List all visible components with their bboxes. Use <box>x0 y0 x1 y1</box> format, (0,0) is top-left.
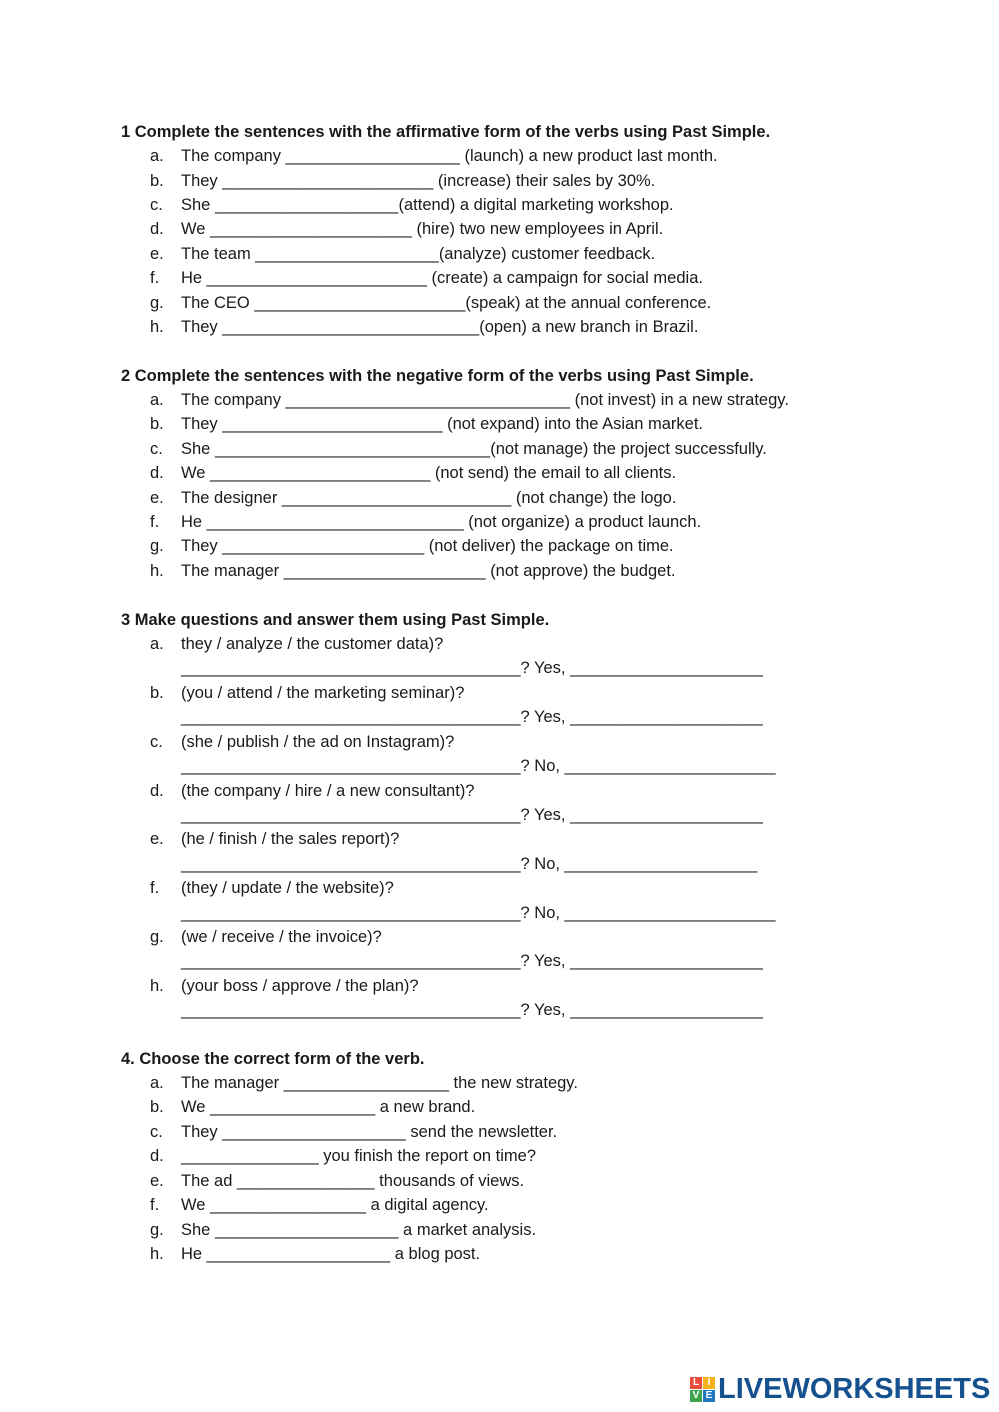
item-letter: f. <box>150 1196 160 1214</box>
section-1-title: 1 Complete the sentences with the affirmative form of the verbs using Past Simple. <box>121 123 771 141</box>
item-letter: c. <box>150 196 163 214</box>
section-3-item-e <box>150 829 399 849</box>
item-text: They ____________________________(open) a new branch in Brazil. <box>181 318 699 336</box>
item-letter: e. <box>150 1172 164 1190</box>
item-text: They ______________________ (not deliver) the package on time. <box>181 537 674 555</box>
section-1-item-c <box>150 195 674 215</box>
item-letter: d. <box>150 220 164 238</box>
item-letter: e. <box>150 245 164 263</box>
section-4-item-b <box>150 1097 475 1117</box>
logo-text: LIVEWORKSHEETS <box>718 1372 991 1405</box>
item-letter: h. <box>150 562 164 580</box>
section-4-title: 4. Choose the correct form of the verb. <box>121 1050 425 1068</box>
item-text: The CEO _______________________(speak) at the annual conference. <box>181 294 712 312</box>
section-1-item-e <box>150 244 655 264</box>
item-text: They _______________________ (increase) their sales by 30%. <box>181 172 656 190</box>
item-letter: d. <box>150 1147 164 1165</box>
section-3-answer-c: _____________________________________? No, _______________________ <box>181 757 776 775</box>
item-text: She ____________________ a market analysis. <box>181 1221 537 1239</box>
item-text: They ____________________ send the newsletter. <box>181 1123 558 1141</box>
item-text: We _________________ a digital agency. <box>181 1196 489 1214</box>
item-prompt: (the company / hire / a new consultant)? <box>181 782 475 800</box>
item-letter: e. <box>150 830 164 848</box>
section-3-answer-f: _____________________________________? No, _______________________ <box>181 904 776 922</box>
item-letter: a. <box>150 391 164 409</box>
section-3-item-a <box>150 634 443 654</box>
section-4-item-a <box>150 1073 578 1093</box>
section-3-answer-d: _____________________________________? Yes, _____________________ <box>181 806 763 824</box>
section-1-item-b <box>150 171 655 191</box>
item-letter: b. <box>150 684 164 702</box>
liveworksheets-logo <box>690 1374 990 1404</box>
logo-mark-icon <box>690 1377 715 1402</box>
section-2-item-d <box>150 463 676 483</box>
section-2-item-f <box>150 512 701 532</box>
item-letter: f. <box>150 513 160 531</box>
item-letter: h. <box>150 977 164 995</box>
section-1-item-a <box>150 146 718 166</box>
section-3-item-c <box>150 732 454 752</box>
item-letter: h. <box>150 318 164 336</box>
item-letter: f. <box>150 269 160 287</box>
section-2-item-g <box>150 536 674 556</box>
item-text: The manager __________________ the new strategy. <box>181 1074 578 1092</box>
item-letter: c. <box>150 733 163 751</box>
section-4-item-d <box>150 1146 536 1166</box>
item-letter: a. <box>150 635 164 653</box>
item-prompt: (they / update / the website)? <box>181 879 394 897</box>
section-3-item-g <box>150 927 382 947</box>
section-4-item-e <box>150 1171 524 1191</box>
item-text: He ____________________ a blog post. <box>181 1245 481 1263</box>
section-4-item-c <box>150 1122 557 1142</box>
section-3-item-h <box>150 976 419 996</box>
item-text: The manager ______________________ (not approve) the budget. <box>181 562 676 580</box>
section-2-item-e <box>150 488 676 508</box>
item-letter: b. <box>150 415 164 433</box>
section-1-item-d <box>150 219 663 239</box>
section-3-item-b <box>150 683 464 703</box>
section-3-item-f <box>150 878 394 898</box>
section-4-item-f <box>150 1195 489 1215</box>
section-3-answer-g: _____________________________________? Yes, _____________________ <box>181 952 763 970</box>
logo-mark-cell: V <box>690 1390 702 1402</box>
section-3-title: 3 Make questions and answer them using Past Simple. <box>121 611 550 629</box>
item-letter: b. <box>150 1098 164 1116</box>
item-letter: e. <box>150 489 164 507</box>
section-4-item-h <box>150 1244 480 1264</box>
item-text: He ________________________ (create) a campaign for social media. <box>181 269 703 287</box>
item-text: We ______________________ (hire) two new employees in April. <box>181 220 664 238</box>
item-letter: g. <box>150 537 164 555</box>
section-3-item-d <box>150 781 475 801</box>
item-prompt: (you / attend / the marketing seminar)? <box>181 684 465 702</box>
item-letter: c. <box>150 440 163 458</box>
item-letter: c. <box>150 1123 163 1141</box>
item-text: We ________________________ (not send) the email to all clients. <box>181 464 677 482</box>
item-text: The ad _______________ thousands of views. <box>181 1172 525 1190</box>
section-3-answer-b: _____________________________________? Yes, _____________________ <box>181 708 763 726</box>
item-prompt: (he / finish / the sales report)? <box>181 830 400 848</box>
item-letter: d. <box>150 464 164 482</box>
section-2-title: 2 Complete the sentences with the negative form of the verbs using Past Simple. <box>121 367 754 385</box>
section-1-item-h <box>150 317 698 337</box>
item-letter: a. <box>150 147 164 165</box>
section-4-item-g <box>150 1220 536 1240</box>
item-prompt: (we / receive / the invoice)? <box>181 928 382 946</box>
item-letter: g. <box>150 1221 164 1239</box>
item-text: The designer _________________________ (not change) the logo. <box>181 489 677 507</box>
item-text: She ____________________(attend) a digital marketing workshop. <box>181 196 674 214</box>
section-1-item-g <box>150 293 711 313</box>
item-prompt: (your boss / approve / the plan)? <box>181 977 419 995</box>
item-text: She ______________________________(not manage) the project successfully. <box>181 440 767 458</box>
item-text: The company _______________________________ (not invest) in a new strategy. <box>181 391 789 409</box>
item-prompt: (she / publish / the ad on Instagram)? <box>181 733 455 751</box>
section-2-item-h <box>150 561 675 581</box>
item-text: The team ____________________(analyze) customer feedback. <box>181 245 656 263</box>
item-text: He ____________________________ (not organize) a product launch. <box>181 513 702 531</box>
section-1-item-f <box>150 268 703 288</box>
item-letter: d. <box>150 782 164 800</box>
logo-mark-cell: I <box>703 1377 715 1389</box>
item-text: They ________________________ (not expand) into the Asian market. <box>181 415 703 433</box>
section-2-item-a <box>150 390 789 410</box>
section-2-item-b <box>150 414 703 434</box>
item-prompt: they / analyze / the customer data)? <box>181 635 444 653</box>
logo-mark-cell: L <box>690 1377 702 1389</box>
item-text: The company ___________________ (launch) a new product last month. <box>181 147 718 165</box>
item-text: We __________________ a new brand. <box>181 1098 476 1116</box>
item-letter: g. <box>150 294 164 312</box>
logo-mark-cell: E <box>703 1390 715 1402</box>
section-3-answer-h: _____________________________________? Yes, _____________________ <box>181 1001 763 1019</box>
item-text: _______________ you finish the report on time? <box>181 1147 537 1165</box>
item-letter: b. <box>150 172 164 190</box>
item-letter: g. <box>150 928 164 946</box>
item-letter: f. <box>150 879 160 897</box>
section-2-item-c <box>150 439 767 459</box>
item-letter: a. <box>150 1074 164 1092</box>
section-3-answer-e: _____________________________________? No, _____________________ <box>181 855 758 873</box>
item-letter: h. <box>150 1245 164 1263</box>
section-3-answer-a: _____________________________________? Yes, _____________________ <box>181 659 763 677</box>
